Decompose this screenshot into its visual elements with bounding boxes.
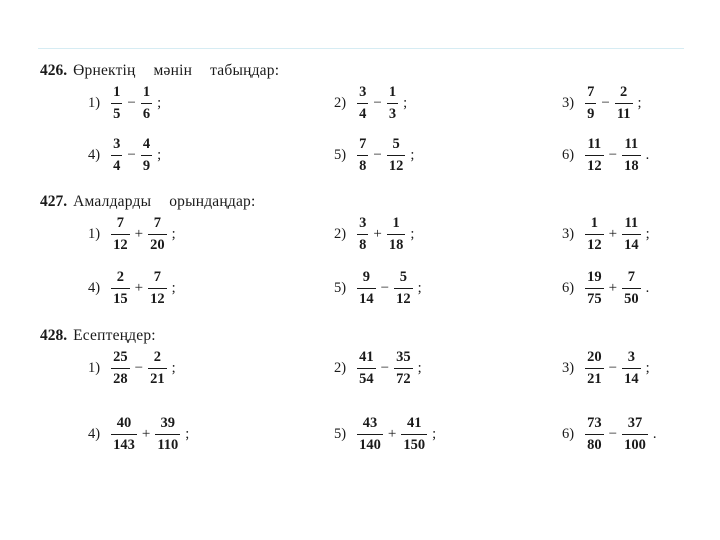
- punctuation: ;: [432, 425, 437, 442]
- denominator: 12: [394, 288, 413, 308]
- first-fraction: [111, 415, 137, 454]
- denominator: 14: [622, 368, 641, 388]
- exercise-item: [562, 263, 649, 313]
- second-fraction: [387, 136, 406, 175]
- second-fraction: [141, 84, 152, 123]
- item-label: 2): [334, 225, 347, 242]
- exercise-item: [562, 343, 650, 393]
- second-fraction: [141, 136, 152, 175]
- operator: −: [608, 425, 618, 442]
- first-fraction: [585, 415, 604, 454]
- denominator: 4: [357, 103, 368, 123]
- item-label: 1): [88, 225, 101, 242]
- operator: −: [380, 279, 390, 296]
- first-fraction: [111, 269, 130, 308]
- denominator: 140: [357, 434, 383, 454]
- denominator: 80: [585, 434, 604, 454]
- item-label: 1): [88, 94, 101, 111]
- second-fraction: [622, 136, 641, 175]
- exercise-item: [88, 130, 161, 180]
- numerator: 35: [396, 348, 411, 365]
- operator: −: [127, 146, 136, 163]
- top-divider: [38, 48, 684, 49]
- exercise-item: [334, 78, 407, 128]
- item-label: 5): [334, 425, 347, 442]
- denominator: 12: [111, 234, 130, 254]
- numerator: 40: [116, 414, 132, 431]
- exercise-item: [562, 78, 642, 128]
- second-fraction: [622, 215, 641, 254]
- second-fraction: [622, 349, 641, 388]
- second-fraction: [155, 415, 180, 454]
- exercise-item: [562, 209, 650, 259]
- exercise-item: [334, 343, 422, 393]
- first-fraction: [111, 84, 122, 123]
- item-label: 2): [334, 359, 347, 376]
- operator: −: [373, 146, 382, 163]
- exercise-item: [562, 409, 656, 459]
- operator: −: [608, 359, 618, 376]
- punctuation: .: [645, 146, 650, 163]
- numerator: 7: [359, 135, 367, 152]
- numerator: 7: [153, 214, 161, 231]
- item-label: 2): [334, 94, 347, 111]
- numerator: 3: [359, 83, 367, 100]
- item-label: 5): [334, 146, 347, 163]
- item-label: 3): [562, 94, 575, 111]
- denominator: 4: [111, 155, 122, 175]
- problem-number: 428.: [40, 327, 68, 344]
- denominator: 50: [622, 288, 641, 308]
- punctuation: ;: [157, 94, 162, 111]
- second-fraction: [148, 269, 167, 308]
- denominator: 20: [148, 234, 167, 254]
- first-fraction: [357, 215, 368, 254]
- denominator: 18: [387, 234, 406, 254]
- first-fraction: [585, 136, 604, 175]
- punctuation: ;: [410, 146, 415, 163]
- numerator: 1: [113, 83, 121, 100]
- numerator: 7: [627, 268, 635, 285]
- first-fraction: [585, 269, 604, 308]
- punctuation: .: [652, 425, 657, 442]
- numerator: 3: [359, 214, 367, 231]
- denominator: 6: [141, 103, 152, 123]
- first-fraction: [357, 84, 368, 123]
- second-fraction: [387, 84, 398, 123]
- numerator: 3: [113, 135, 121, 152]
- numerator: 3: [627, 348, 635, 365]
- punctuation: ;: [157, 146, 162, 163]
- numerator: 41: [359, 348, 374, 365]
- numerator: 39: [160, 414, 176, 431]
- denominator: 28: [111, 368, 130, 388]
- item-label: 1): [88, 359, 101, 376]
- item-label: 5): [334, 279, 347, 296]
- operator: −: [127, 94, 136, 111]
- exercise-item: [88, 78, 161, 128]
- operator: −: [373, 94, 382, 111]
- problem-title: Есептеңдер:: [73, 327, 156, 344]
- denominator: 150: [401, 434, 427, 454]
- numerator: 7: [153, 268, 161, 285]
- denominator: 9: [141, 155, 152, 175]
- numerator: 7: [116, 214, 124, 231]
- punctuation: ;: [637, 94, 642, 111]
- item-label: 3): [562, 359, 575, 376]
- second-fraction: [394, 349, 413, 388]
- numerator: 2: [620, 83, 628, 100]
- numerator: 37: [627, 414, 643, 431]
- numerator: 1: [388, 83, 397, 100]
- punctuation: ;: [417, 279, 422, 296]
- item-label: 4): [88, 146, 101, 163]
- item-label: 6): [562, 425, 575, 442]
- denominator: 3: [387, 103, 398, 123]
- punctuation: ;: [645, 225, 650, 242]
- item-label: 6): [562, 279, 575, 296]
- problem-number: 426.: [40, 62, 68, 79]
- numerator: 5: [392, 135, 400, 152]
- first-fraction: [357, 349, 376, 388]
- item-label: 4): [88, 279, 101, 296]
- denominator: 14: [622, 234, 641, 254]
- operator: +: [387, 425, 397, 442]
- second-fraction: [622, 269, 641, 308]
- denominator: 11: [615, 103, 633, 123]
- numerator: 19: [587, 268, 602, 285]
- first-fraction: [357, 136, 368, 175]
- numerator: 1: [142, 83, 151, 100]
- second-fraction: [401, 415, 427, 454]
- denominator: 12: [585, 155, 604, 175]
- exercise-item: [562, 130, 649, 180]
- denominator: 18: [622, 155, 641, 175]
- denominator: 15: [111, 288, 130, 308]
- denominator: 14: [357, 288, 376, 308]
- first-fraction: [585, 84, 596, 123]
- numerator: 11: [587, 135, 602, 152]
- second-fraction: [387, 215, 406, 254]
- problem-title: Амалдарды орындаңдар:: [73, 193, 256, 210]
- first-fraction: [585, 349, 604, 388]
- exercise-item: [88, 409, 189, 459]
- exercise-item: [334, 209, 414, 259]
- first-fraction: [585, 215, 604, 254]
- numerator: 1: [392, 214, 400, 231]
- item-label: 6): [562, 146, 575, 163]
- numerator: 25: [113, 348, 128, 365]
- punctuation: ;: [403, 94, 408, 111]
- numerator: 7: [587, 83, 595, 100]
- denominator: 21: [585, 368, 604, 388]
- second-fraction: [622, 415, 648, 454]
- operator: +: [134, 225, 144, 242]
- operator: −: [134, 359, 144, 376]
- first-fraction: [357, 415, 383, 454]
- exercise-item: [334, 130, 414, 180]
- numerator: 9: [362, 268, 370, 285]
- denominator: 9: [585, 103, 596, 123]
- exercise-item: [88, 209, 176, 259]
- numerator: 43: [362, 414, 378, 431]
- denominator: 72: [394, 368, 413, 388]
- denominator: 54: [357, 368, 376, 388]
- second-fraction: [148, 215, 167, 254]
- exercise-item: [334, 263, 422, 313]
- punctuation: ;: [645, 359, 650, 376]
- numerator: 5: [399, 268, 407, 285]
- numerator: 11: [624, 214, 639, 231]
- denominator: 12: [585, 234, 604, 254]
- operator: +: [134, 279, 144, 296]
- operator: +: [608, 225, 618, 242]
- second-fraction: [394, 269, 413, 308]
- denominator: 12: [148, 288, 167, 308]
- first-fraction: [111, 136, 122, 175]
- denominator: 75: [585, 288, 604, 308]
- operator: −: [380, 359, 390, 376]
- punctuation: ;: [417, 359, 422, 376]
- punctuation: ;: [185, 425, 190, 442]
- numerator: 20: [587, 348, 602, 365]
- exercise-item: [334, 409, 436, 459]
- punctuation: ;: [171, 225, 176, 242]
- operator: +: [608, 279, 618, 296]
- denominator: 110: [155, 434, 180, 454]
- punctuation: ;: [410, 225, 415, 242]
- exercise-item: [88, 343, 176, 393]
- item-label: 4): [88, 425, 101, 442]
- first-fraction: [357, 269, 376, 308]
- operator: −: [608, 146, 618, 163]
- operator: −: [601, 94, 610, 111]
- numerator: 4: [142, 135, 151, 152]
- numerator: 11: [624, 135, 639, 152]
- denominator: 8: [357, 155, 368, 175]
- first-fraction: [111, 349, 130, 388]
- numerator: 2: [153, 348, 161, 365]
- denominator: 21: [148, 368, 167, 388]
- numerator: 2: [116, 268, 124, 285]
- second-fraction: [148, 349, 167, 388]
- exercise-item: [88, 263, 176, 313]
- problem-number: 427.: [40, 193, 68, 210]
- item-label: 3): [562, 225, 575, 242]
- punctuation: ;: [171, 279, 176, 296]
- denominator: 143: [111, 434, 137, 454]
- operator: +: [373, 225, 382, 242]
- numerator: 1: [590, 214, 598, 231]
- denominator: 12: [387, 155, 406, 175]
- second-fraction: [615, 84, 633, 123]
- punctuation: ;: [171, 359, 176, 376]
- first-fraction: [111, 215, 130, 254]
- punctuation: .: [645, 279, 650, 296]
- denominator: 100: [622, 434, 648, 454]
- denominator: 8: [357, 234, 368, 254]
- denominator: 5: [111, 103, 122, 123]
- numerator: 73: [587, 414, 602, 431]
- operator: +: [141, 425, 151, 442]
- numerator: 41: [406, 414, 422, 431]
- problem-title: Өрнектің мәнін табыңдар:: [73, 62, 280, 79]
